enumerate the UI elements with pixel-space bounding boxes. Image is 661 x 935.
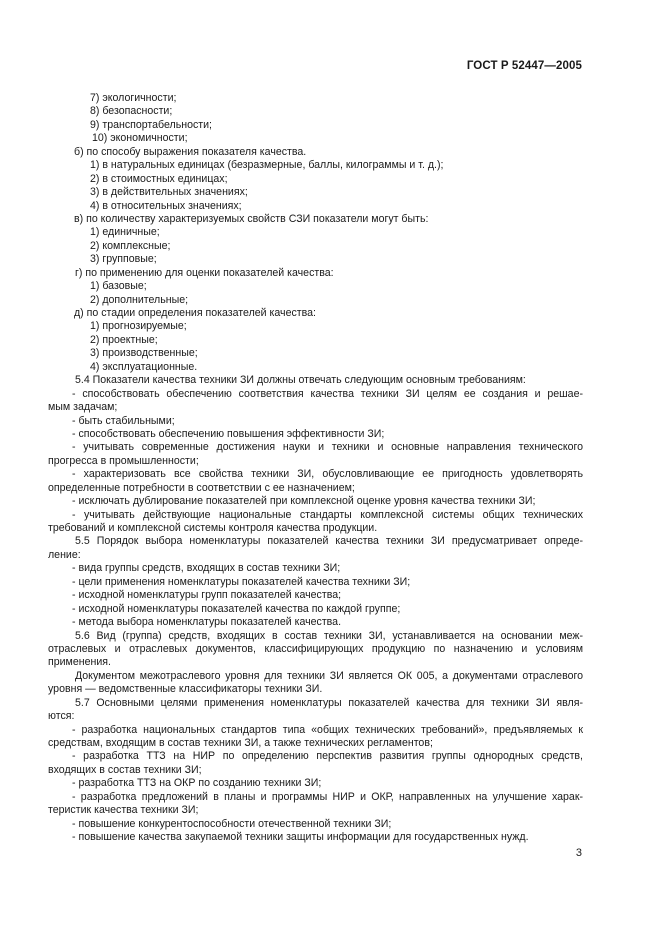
text-line: - метода выбора номенклатуры показателей качества.: [72, 616, 342, 629]
text-line: 8) безопасности;: [90, 105, 173, 118]
text-line: 7) экологичности;: [90, 92, 177, 104]
text-line: - исходной номенклатуры групп показателей качества;: [72, 589, 342, 602]
text-line: - разработка ТТЗ на ОКР по созданию техники ЗИ;: [72, 777, 322, 790]
text-line: - способствовать обеспечению повышения эффективности ЗИ;: [72, 427, 385, 440]
text-line: 2) в стоимостных единицах;: [90, 172, 228, 185]
text-line: 4) в относительных значениях;: [90, 199, 242, 212]
text-line: 1) прогнозируемые;: [90, 320, 187, 333]
text-line: 3) групповые;: [90, 253, 157, 266]
text-line: - учитывать действующие национальные стандарты комплексной системы общих технических: [72, 508, 583, 521]
text-line: применения.: [48, 656, 111, 669]
text-line: 9) транспортабельности;: [90, 118, 212, 131]
text-line: теристик качества техники ЗИ;: [48, 804, 199, 817]
text-line: - быть стабильными;: [72, 414, 175, 427]
text-line: 1) базовые;: [90, 280, 147, 293]
text-line: - исключать дублирование показателей при комплексной оценке уровня качества техники ЗИ;: [72, 495, 536, 508]
text-line: - разработка национальных стандартов типа «общих технических требований», предъявляемых к: [72, 723, 583, 736]
text-line: входящих в состав техники ЗИ;: [48, 763, 202, 776]
document-header: ГОСТ Р 52447—2005: [466, 60, 582, 72]
text-line: средствам, входящим в состав техники ЗИ, а также технических регламентов;: [48, 737, 433, 749]
text-line: определенные потребности в соответствии с ее назначением;: [48, 481, 355, 494]
text-line: - исходной номенклатуры показателей качества по каждой группе;: [72, 602, 401, 615]
text-line: в) по количеству характеризуемых свойств СЗИ показатели могут быть:: [74, 212, 429, 225]
text-line: - разработка предложений в планы и программы НИР и ОКР, направленных на улучшение харак-: [72, 790, 583, 803]
text-line: 1) единичные;: [90, 226, 160, 239]
text-line: прогресса в промышленности;: [48, 454, 199, 467]
document-body: [48, 92, 583, 845]
text-line: 2) дополнительные;: [90, 293, 189, 306]
text-line: 3) в действительных значениях;: [90, 186, 248, 199]
text-line: - способствовать обеспечению соответствия качества техники ЗИ целям ее создания и решае-: [72, 387, 583, 400]
text-line: 5.6 Вид (группа) средств, входящих в состав техники ЗИ, устанавливается на основании меж-: [75, 629, 583, 642]
text-line: ление:: [48, 548, 81, 561]
text-line: 10) экономичности;: [92, 132, 188, 145]
text-line: - характеризовать все свойства техники ЗИ, обусловливающие ее пригодность удовлетворять: [72, 468, 583, 481]
text-line: мым задачам;: [48, 401, 118, 414]
text-line: требований и комплексной системы контроля качества продукции.: [48, 522, 378, 534]
text-line: 5.4 Показатели качества техники ЗИ должны отвечать следующим основным требованиям:: [75, 374, 526, 387]
text-line: - учитывать современные достижения науки и техники и основные направления технического: [72, 441, 583, 454]
text-line: 1) в натуральных единицах (безразмерные, баллы, килограммы и т. д.);: [90, 159, 444, 172]
text-line: - вида группы средств, входящих в состав техники ЗИ;: [72, 562, 341, 575]
page-number: 3: [575, 847, 582, 859]
text-line: б) по способу выражения показателя качества.: [74, 145, 307, 158]
text-line: 2) комплексные;: [90, 239, 171, 252]
text-line: г) по применению для оценки показателей качества:: [75, 266, 334, 279]
text-line: 3) производственные;: [90, 347, 198, 360]
text-line: - повышение конкурентоспособности отечественной техники ЗИ;: [72, 817, 392, 830]
text-line: уровня — ведомственные классификаторы техники ЗИ.: [48, 683, 323, 696]
text-line: ются:: [48, 710, 75, 723]
text-line: 2) проектные;: [90, 333, 158, 346]
text-line: 5.5 Порядок выбора номенклатуры показателей качества техники ЗИ предусматривает опреде-: [75, 535, 583, 548]
text-line: 5.7 Основными целями применения номенклатуры показателей качества для техники ЗИ явля-: [75, 696, 583, 709]
text-line: отраслевых и отраслевых документов, классифицирующих продукцию по назначению и условиям: [48, 642, 583, 655]
text-line: Документом межотраслевого уровня для техники ЗИ является ОК 005, а документами отраслевого: [75, 669, 583, 682]
text-line: - разработка ТТЗ на НИР по определению перспектив развития группы однородных средств,: [72, 750, 583, 763]
text-line: д) по стадии определения показателей качества:: [74, 307, 316, 319]
text-line: - цели применения номенклатуры показателей качества техники ЗИ;: [72, 575, 411, 588]
text-line: 4) эксплуатационные.: [90, 360, 198, 373]
text-line: - повышение качества закупаемой техники защиты информации для государственных нужд.: [72, 831, 529, 844]
